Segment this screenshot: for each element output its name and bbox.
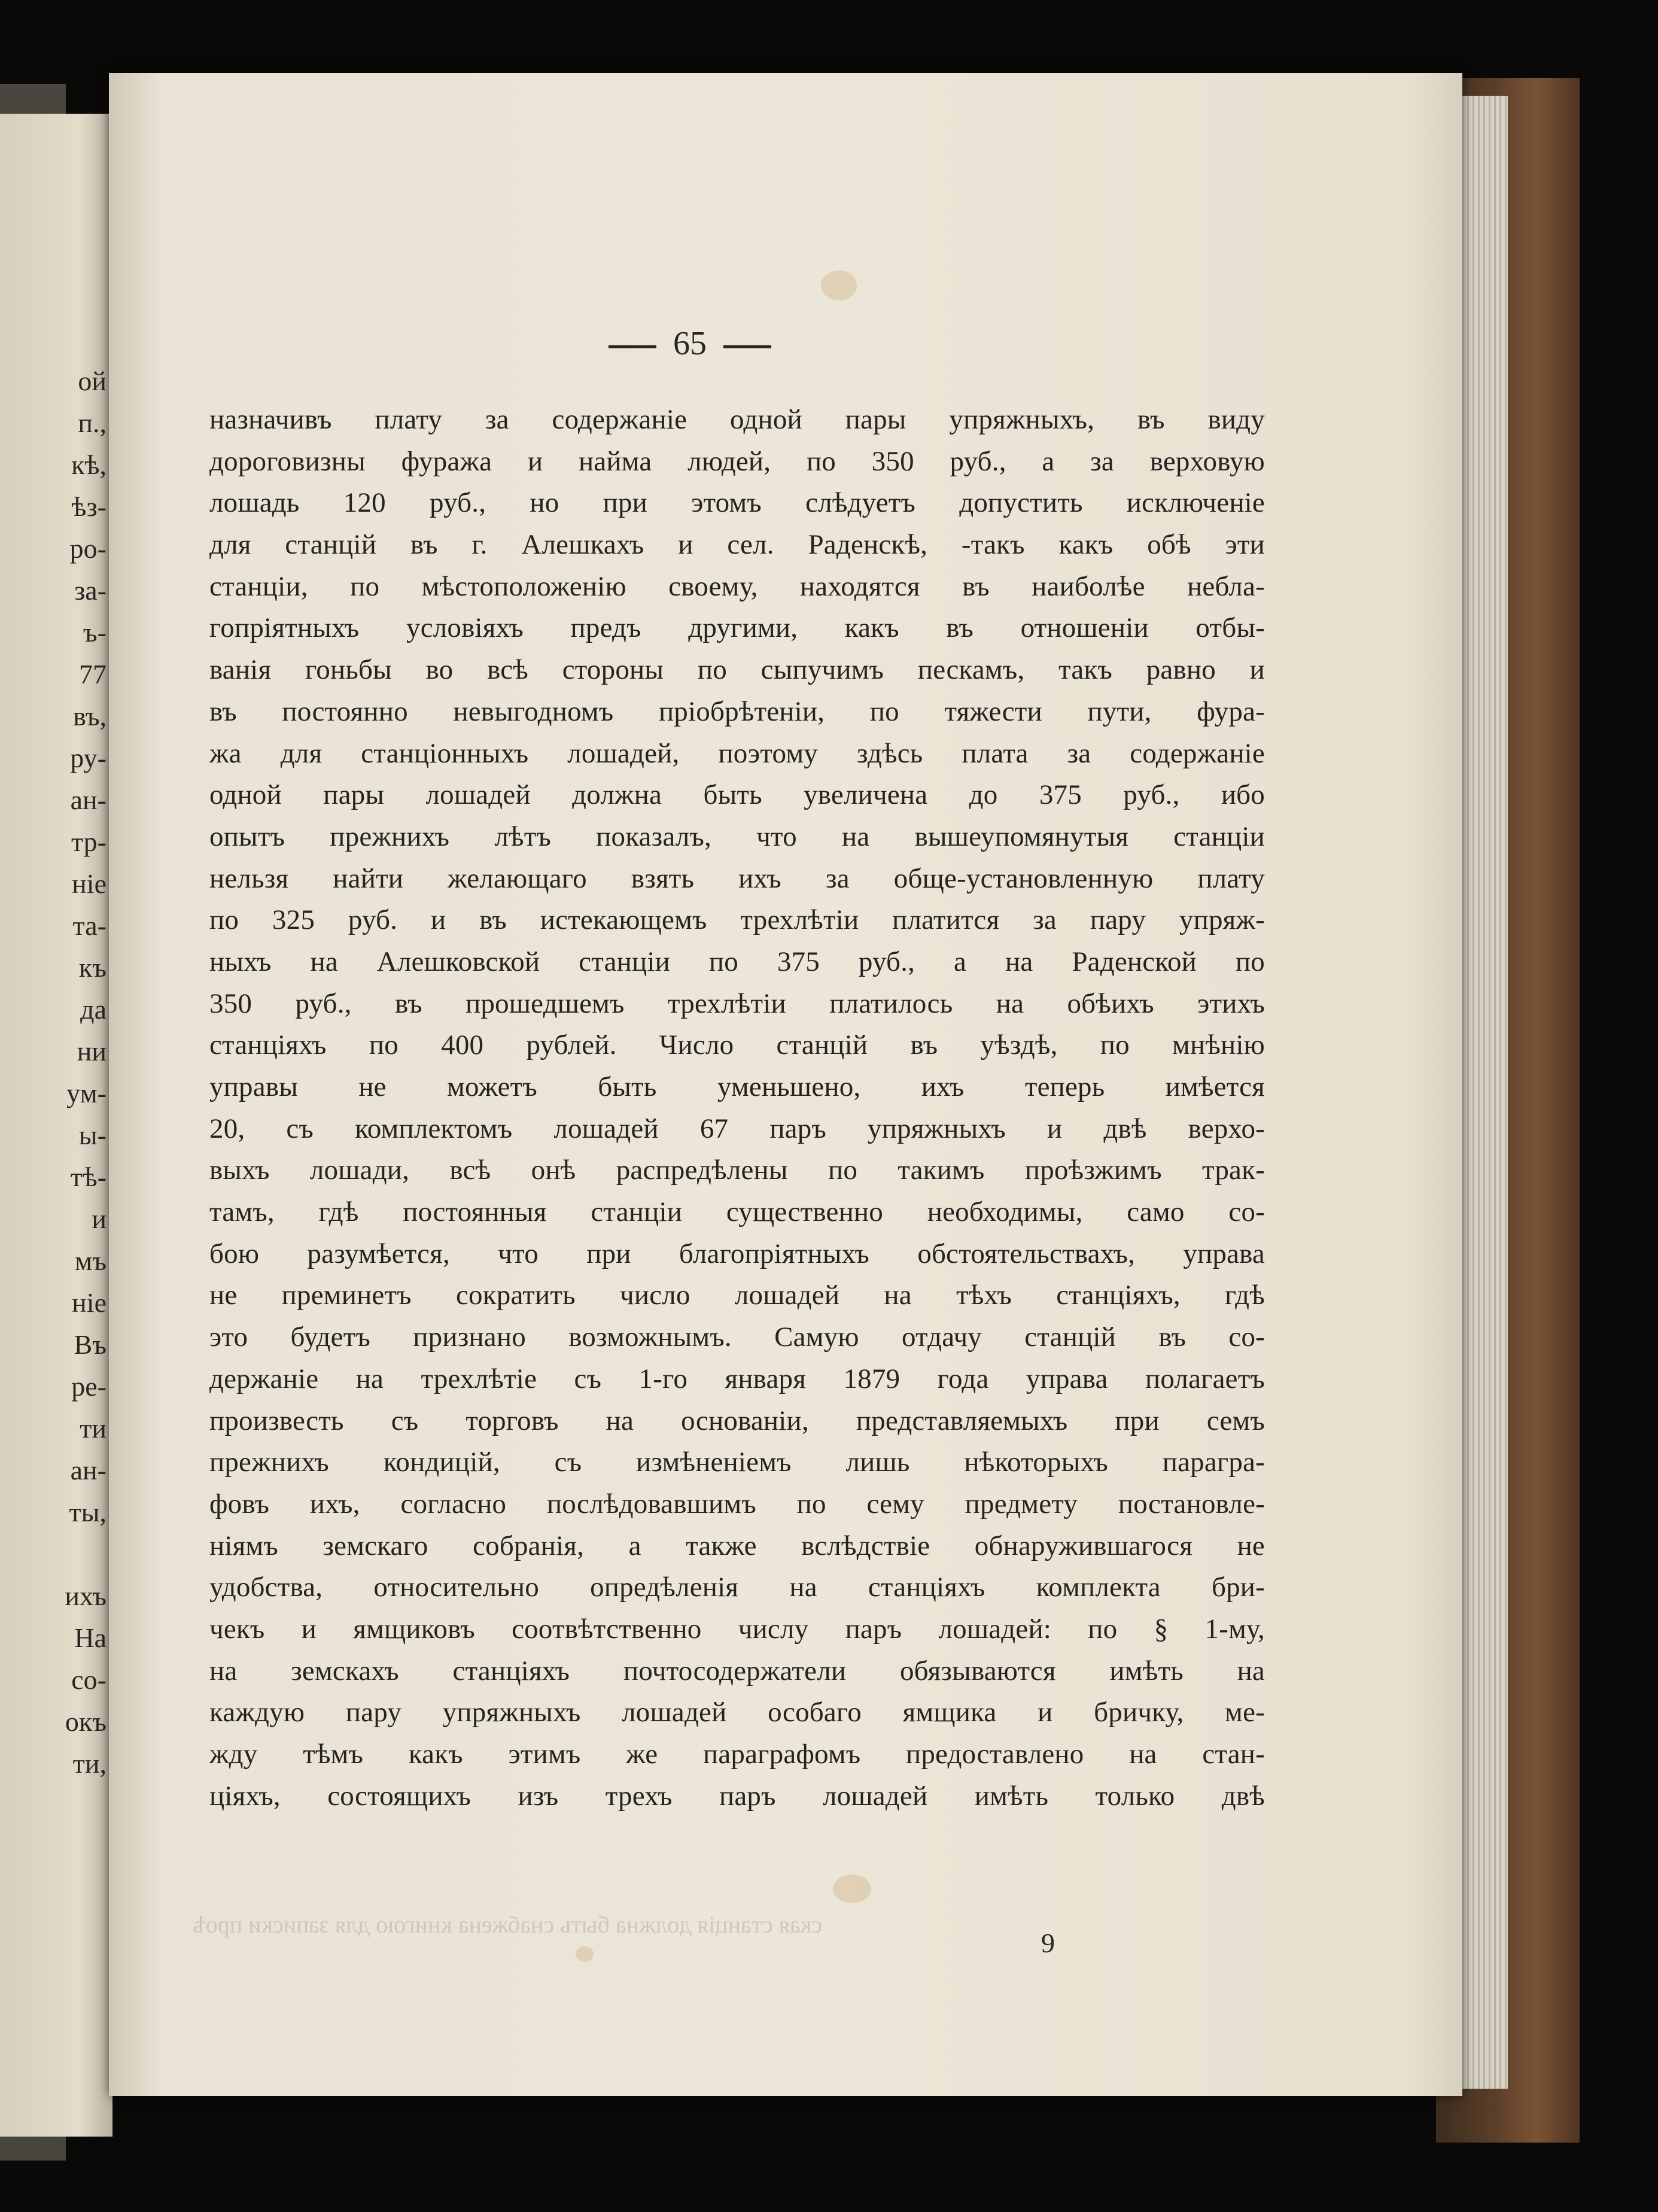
left-page-line-end: ру-: [70, 743, 107, 773]
paper-stain: [833, 1874, 871, 1903]
body-text: [209, 399, 1265, 1817]
text-line: по 325 руб. и въ истекающемъ трехлѣтіи платится за пару упряж-: [209, 904, 1265, 936]
header-dash-left: [609, 345, 656, 348]
text-line: станціяхъ по 400 рублей. Число станцій въ уѣздѣ, по мнѣнію: [209, 1029, 1265, 1061]
left-page-line-end: п.,: [78, 408, 107, 438]
text-line: нельзя найти желающаго взять ихъ за обще-установленную плату: [209, 862, 1265, 894]
left-page-line-end: ти,: [72, 1748, 107, 1779]
page-number: 65: [673, 325, 707, 362]
book-page: [109, 73, 1462, 2096]
text-line: не преминетъ сократить число лошадей на тѣхъ станціяхъ, гдѣ: [209, 1280, 1265, 1311]
left-page-line-end: ан-: [70, 1455, 107, 1485]
left-page-line-end: ты,: [69, 1497, 107, 1527]
left-page-line-end: ніе: [72, 868, 107, 899]
text-line: фовъ ихъ, согласно послѣдовавшимъ по сему предмету постановле-: [209, 1488, 1265, 1520]
left-page-line-end: 77: [79, 659, 107, 689]
text-line: прежнихъ кондицій, съ измѣненіемъ лишь нѣкоторыхъ парагра-: [209, 1447, 1265, 1478]
left-page-line-end: и: [92, 1204, 107, 1234]
text-line: удобства, относительно опредѣленія на станціяхъ комплекта бри-: [209, 1572, 1265, 1603]
page-header: [13, 324, 1367, 363]
text-line: въ постоянно невыгодномъ пріобрѣтеніи, по тяжести пути, фура-: [209, 695, 1265, 727]
text-line: ціяхъ, состоящихъ изъ трехъ паръ лошадей имѣть только двѣ: [209, 1780, 1265, 1812]
paper-stain: [821, 271, 857, 300]
bleed-through-text: ская станція должна быть снабжена книгою для записки проѣ: [193, 1911, 823, 1938]
text-line: для станцій въ г. Алешкахъ и сел. Раденскѣ, -такъ какъ обѣ эти: [209, 529, 1265, 561]
left-page-line-end: ти: [80, 1413, 107, 1444]
left-page-line-end: со-: [71, 1664, 107, 1695]
paper-stain: [576, 1946, 594, 1962]
text-line: чекъ и ямщиковъ соотвѣтственно числу паръ лошадей: по § 1-му,: [209, 1613, 1265, 1645]
previous-page-edge: [0, 114, 112, 2137]
text-line: назначивъ плату за содержаніе одной пары упряжныхъ, въ виду: [209, 404, 1265, 435]
left-page-line-end: та-: [72, 910, 107, 941]
text-line: опытъ прежнихъ лѣтъ показалъ, что на вышеупомянутыя станціи: [209, 821, 1265, 852]
text-line: каждую пару упряжныхъ лошадей особаго ямщика и бричку, ме-: [209, 1697, 1265, 1728]
left-page-line-end: ы-: [78, 1120, 107, 1150]
left-page-line-end: ни: [77, 1036, 107, 1066]
text-line: ніямъ земскаго собранія, а также вслѣдствіе обнаружившагося не: [209, 1530, 1265, 1561]
text-line: это будетъ признано возможнымъ. Самую отдачу станцій въ со-: [209, 1321, 1265, 1353]
text-line: одной пары лошадей должна быть увеличена до 375 руб., ибо: [209, 779, 1265, 811]
left-page-line-end: кѣ,: [71, 449, 107, 480]
text-line: лошадь 120 руб., но при этомъ слѣдуетъ допустить исключеніе: [209, 487, 1265, 519]
text-line: управы не можетъ быть уменьшено, ихъ теперь имѣется: [209, 1071, 1265, 1102]
text-line: станціи, по мѣстоположенію своему, находятся въ наиболѣе небла-: [209, 570, 1265, 602]
left-page-line-end: ум-: [66, 1078, 107, 1108]
left-page-line-end: къ: [78, 952, 107, 983]
left-page-line-end: ой: [78, 366, 107, 396]
left-page-line-end: На: [74, 1622, 107, 1653]
left-page-line-end: ъ-: [83, 617, 107, 648]
text-line: жду тѣмъ какъ этимъ же параграфомъ предоставлено на стан-: [209, 1739, 1265, 1770]
text-line: ванія гоньбы во всѣ стороны по сыпучимъ пескамъ, такъ равно и: [209, 654, 1265, 686]
left-page-line-end: ихъ: [65, 1581, 107, 1611]
left-page-line-end: мъ: [75, 1245, 107, 1276]
text-line: выхъ лошади, всѣ онѣ распредѣлены по такимъ проѣзжимъ трак-: [209, 1154, 1265, 1186]
left-page-line-end: да: [80, 994, 107, 1025]
left-page-line-end: ѣз-: [71, 491, 107, 522]
text-line: дороговизны фуража и найма людей, по 350 руб., а за верховую: [209, 445, 1265, 477]
left-page-line-end: тр-: [71, 827, 107, 857]
text-line: 350 руб., въ прошедшемъ трехлѣтіи платилось на обѣихъ этихъ: [209, 988, 1265, 1019]
text-line: 20, съ комплектомъ лошадей 67 паръ упряжныхъ и двѣ верхо-: [209, 1113, 1265, 1144]
left-page-line-end: ре-: [71, 1371, 107, 1402]
left-page-line-end: ро-: [69, 533, 107, 564]
text-line: произвесть съ торговъ на основаніи, представляемыхъ при семъ: [209, 1405, 1265, 1436]
text-line: на земскахъ станціяхъ почтосодержатели обязываются имѣть на: [209, 1655, 1265, 1687]
left-page-line-end: окъ: [65, 1706, 107, 1737]
signature-folio: 9: [1041, 1928, 1055, 1958]
text-line: тамъ, гдѣ постоянныя станціи существенно необходимы, само со-: [209, 1196, 1265, 1228]
text-line: держаніе на трехлѣтіе съ 1-го января 1879 года управа полагаетъ: [209, 1363, 1265, 1394]
text-line: ныхъ на Алешковской станціи по 375 руб., а на Раденской по: [209, 946, 1265, 977]
left-page-line-end: тѣ-: [70, 1162, 107, 1192]
left-page-line-end: ніе: [72, 1287, 107, 1318]
left-page-line-end: въ,: [73, 701, 107, 731]
left-page-line-end: Въ: [74, 1329, 107, 1360]
text-line: бою разумѣется, что при благопріятныхъ обстоятельствахъ, управа: [209, 1238, 1265, 1269]
left-page-line-end: за-: [74, 575, 107, 606]
left-page-line-end: ан-: [70, 785, 107, 815]
header-dash-right: [723, 345, 771, 348]
text-line: жа для станціонныхъ лошадей, поэтому здѣсь плата за содержаніе: [209, 737, 1265, 769]
text-line: гопріятныхъ условіяхъ предъ другими, какъ въ отношеніи отбы-: [209, 612, 1265, 644]
